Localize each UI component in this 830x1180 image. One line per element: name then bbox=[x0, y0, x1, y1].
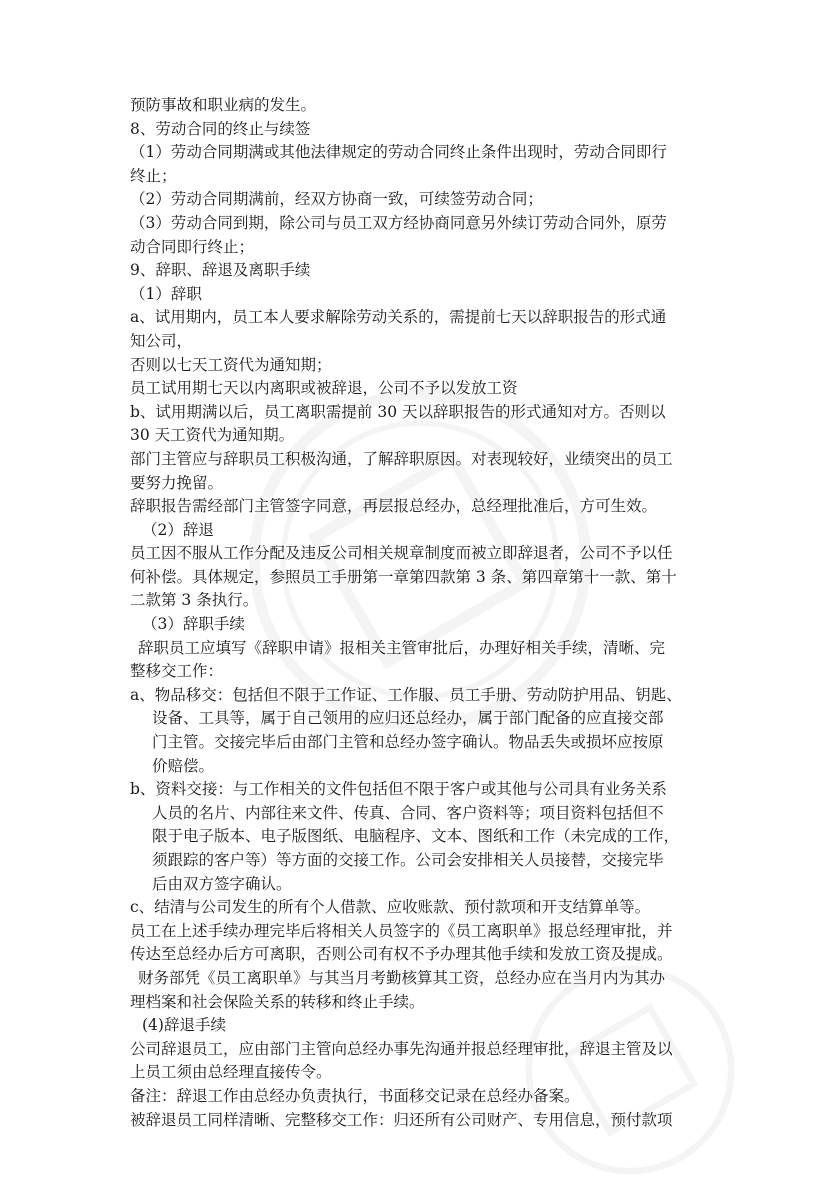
text-line: 限于电子版本、电子版图纸、电脑程序、文本、图纸和工作（未完成的工作， bbox=[152, 827, 680, 846]
text-line: 须跟踪的客户等）等方面的交接工作。公司会安排相关人员接替，交接完毕 bbox=[152, 851, 664, 869]
text-line: 门主管。交接完毕后由部门主管和总经办签字确认。物品丢失或损坏应按原 bbox=[152, 733, 664, 752]
text-line: 财务部凭《员工离职单》与其当月考勤核算其工资，总经办应在当月内为其办 bbox=[138, 968, 666, 987]
text-line: 理档案和社会保险关系的转移和终止手续。 bbox=[130, 992, 425, 1011]
text-line: 公司辞退员工，应由部门主管向总经办事先沟通并报总经理审批，辞退主管及以 bbox=[130, 1039, 673, 1058]
text-line: 何补偿。具体规定，参照员工手册第一章第四款第 3 条、第四章第十一款、第十 bbox=[130, 567, 677, 586]
text-line: 员工试用期七天以内离职或被辞退，公司不予以发放工资 bbox=[130, 379, 518, 398]
text-line: b、试用期满以后，员工离职需提前 30 天以辞职报告的形式通知对方。否则以 bbox=[130, 402, 666, 421]
text-line: 要努力挽留。 bbox=[130, 473, 224, 492]
text-line: （1）劳动合同期满或其他法律规定的劳动合同终止条件出现时，劳动合同即行 bbox=[130, 143, 667, 162]
text-line: 员工在上述手续办理完毕后将相关人员签字的《员工离职单》报总经理审批，并 bbox=[130, 921, 673, 940]
text-line: 辞职员工应填写《辞职申请》报相关主管审批后，办理好相关手续，清晰、完 bbox=[138, 638, 666, 657]
text-line: 部门主管应与辞职员工积极沟通，了解辞职原因。对表现较好，业绩突出的员工 bbox=[130, 449, 673, 468]
text-line: b、资料交接：与工作相关的文件包括但不限于客户或其他与公司具有业务关系 bbox=[130, 780, 667, 799]
text-line: 人员的名片、内部往来文件、传真、合同、客户资料等；项目资料包括但不 bbox=[152, 803, 664, 822]
text-line: （3）劳动合同到期，除公司与员工双方经协商同意另外续订劳动合同外，原劳 bbox=[130, 213, 667, 232]
text-line: 动合同即行终止； bbox=[130, 237, 255, 256]
document-body bbox=[130, 94, 715, 1132]
text-line: 传达至总经办后方可离职，否则公司有权不予办理其他手续和发放工资及提成。 bbox=[130, 945, 673, 964]
text-line: （3）辞职手续 bbox=[142, 615, 245, 634]
text-line: 知公司， bbox=[130, 331, 193, 350]
text-line: c、结清与公司发生的所有个人借款、应收账款、预付款项和开支结算单等。 bbox=[130, 898, 651, 917]
text-line: （1）辞职 bbox=[130, 284, 202, 303]
text-line: 后由双方签字确认。 bbox=[152, 874, 292, 893]
text-line: 二款第 3 条执行。 bbox=[130, 591, 259, 610]
text-line: 被辞退员工同样清晰、完整移交工作：归还所有公司财产、专用信息，预付款项 bbox=[130, 1110, 673, 1129]
text-line: 上员工须由总经理直接传令。 bbox=[130, 1063, 332, 1082]
text-line: 价赔偿。 bbox=[152, 756, 215, 775]
text-line: 否则以七天工资代为通知期； bbox=[130, 355, 332, 374]
text-line: 终止； bbox=[130, 166, 177, 185]
text-line: （2）辞退 bbox=[142, 520, 214, 539]
text-line: （2）劳动合同期满前，经双方协商一致，可续签劳动合同； bbox=[130, 190, 543, 209]
text-line: a、试用期内，员工本人要求解除劳动关系的，需提前七天以辞职报告的形式通 bbox=[130, 308, 667, 327]
text-line: 预防事故和职业病的发生。 bbox=[130, 96, 317, 114]
text-line: 8、劳动合同的终止与续签 bbox=[130, 119, 311, 138]
text-line: 30 天工资代为通知期。 bbox=[130, 426, 295, 445]
text-line: (4)辞退手续 bbox=[142, 1016, 226, 1035]
text-line: 员工因不服从工作分配及违反公司相关规章制度而被立即辞退者，公司不予以任 bbox=[130, 544, 673, 563]
text-line: 备注：辞退工作由总经办负责执行，书面移交记录在总经办备案。 bbox=[130, 1086, 580, 1105]
text-line: 辞职报告需经部门主管签字同意，再层报总经办，总经理批准后，方可生效。 bbox=[130, 497, 658, 516]
text-line: 设备、工具等，属于自己领用的应归还总经办，属于部门配备的应直接交部 bbox=[152, 709, 664, 728]
text-line: a、物品移交：包括但不限于工作证、工作服、员工手册、劳动防护用品、钥匙、 bbox=[130, 685, 682, 704]
text-line: 整移交工作： bbox=[130, 662, 224, 681]
text-line: 9、辞职、辞退及离职手续 bbox=[130, 261, 311, 280]
